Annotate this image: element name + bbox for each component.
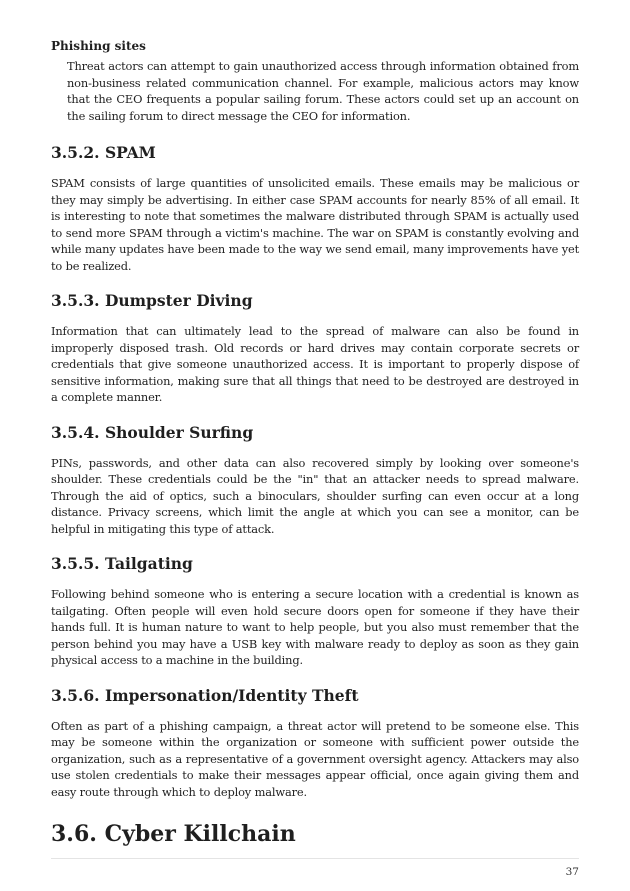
page-number: 37 xyxy=(565,866,579,878)
section-body-impersonation: Often as part of a phishing campaign, a threat actor will pretend to be someone else. This may be someone within the organization or someone with sufficient power outside the organization, such as a representative of a government oversight agency. Attackers may also use stolen credentials to make their messages appear official, once again giving them and easy route through which to deploy malware. xyxy=(51,718,579,799)
section-body-spam: SPAM consists of large quantities of unsolicited emails. These emails may be malicious or they may simply be advertising. In either case SPAM accounts for nearly 85% of all email. It is interesting to note that sometimes the malware distributed through SPAM is actually used to send more SPAM through a victim's machine. The war on SPAM is constantly evolving and while many updates have been made to the way we send email, many improvements have yet to be realized. xyxy=(51,176,579,273)
footer-divider xyxy=(51,858,579,859)
section-body-tailgating: Following behind someone who is entering a secure location with a credential is known as tailgating. Often people will even hold secure doors open for someone if they have their hands full. It is human nature to want to help people, but you also must remember that the person behind you may have a USB key with malware ready to deploy as soon as they gain physical access to a machine in the building. xyxy=(51,587,579,667)
chapter-heading: 3.6. Cyber Killchain xyxy=(51,821,296,847)
phishing-sites-definition: Threat actors can attempt to gain unauthorized access through information obtained from non-business related communication channel. For example, malicious actors may know that the CEO frequents a popular sailing forum. These actors could set up an account on the sailing forum to direct message the CEO for information. xyxy=(67,59,579,123)
section-heading-shoulder-surfing: 3.5.4. Shoulder Surfing xyxy=(51,422,254,442)
section-heading-dumpster-diving: 3.5.3. Dumpster Diving xyxy=(51,291,253,310)
section-heading-tailgating: 3.5.5. Tailgating xyxy=(51,554,193,573)
phishing-sites-term: Phishing sites xyxy=(51,39,146,53)
section-body-dumpster-diving: Information that can ultimately lead to the spread of malware can also be found in improperly disposed trash. Old records or hard drives may contain corporate secrets or credentials that give someone unauthorized access. It is important to properly dispose of sensitive information, making sure that all things that need to be destroyed are destroyed in a complete manner. xyxy=(51,324,579,404)
section-body-shoulder-surfing: PINs, passwords, and other data can also recovered simply by looking over someone's shoulder. These credentials could be the "in" that an attacker needs to spread malware. Through the aid of optics, such a binoculars, shoulder surfing can even occur at a long distance. Privacy screens, which limit the angle at which you can see a monitor, can be helpful in mitigating this type of attack. xyxy=(51,455,579,536)
section-heading-spam: 3.5.2. SPAM xyxy=(51,143,156,162)
section-heading-impersonation: 3.5.6. Impersonation/Identity Theft xyxy=(51,685,359,705)
page-content xyxy=(51,38,579,848)
